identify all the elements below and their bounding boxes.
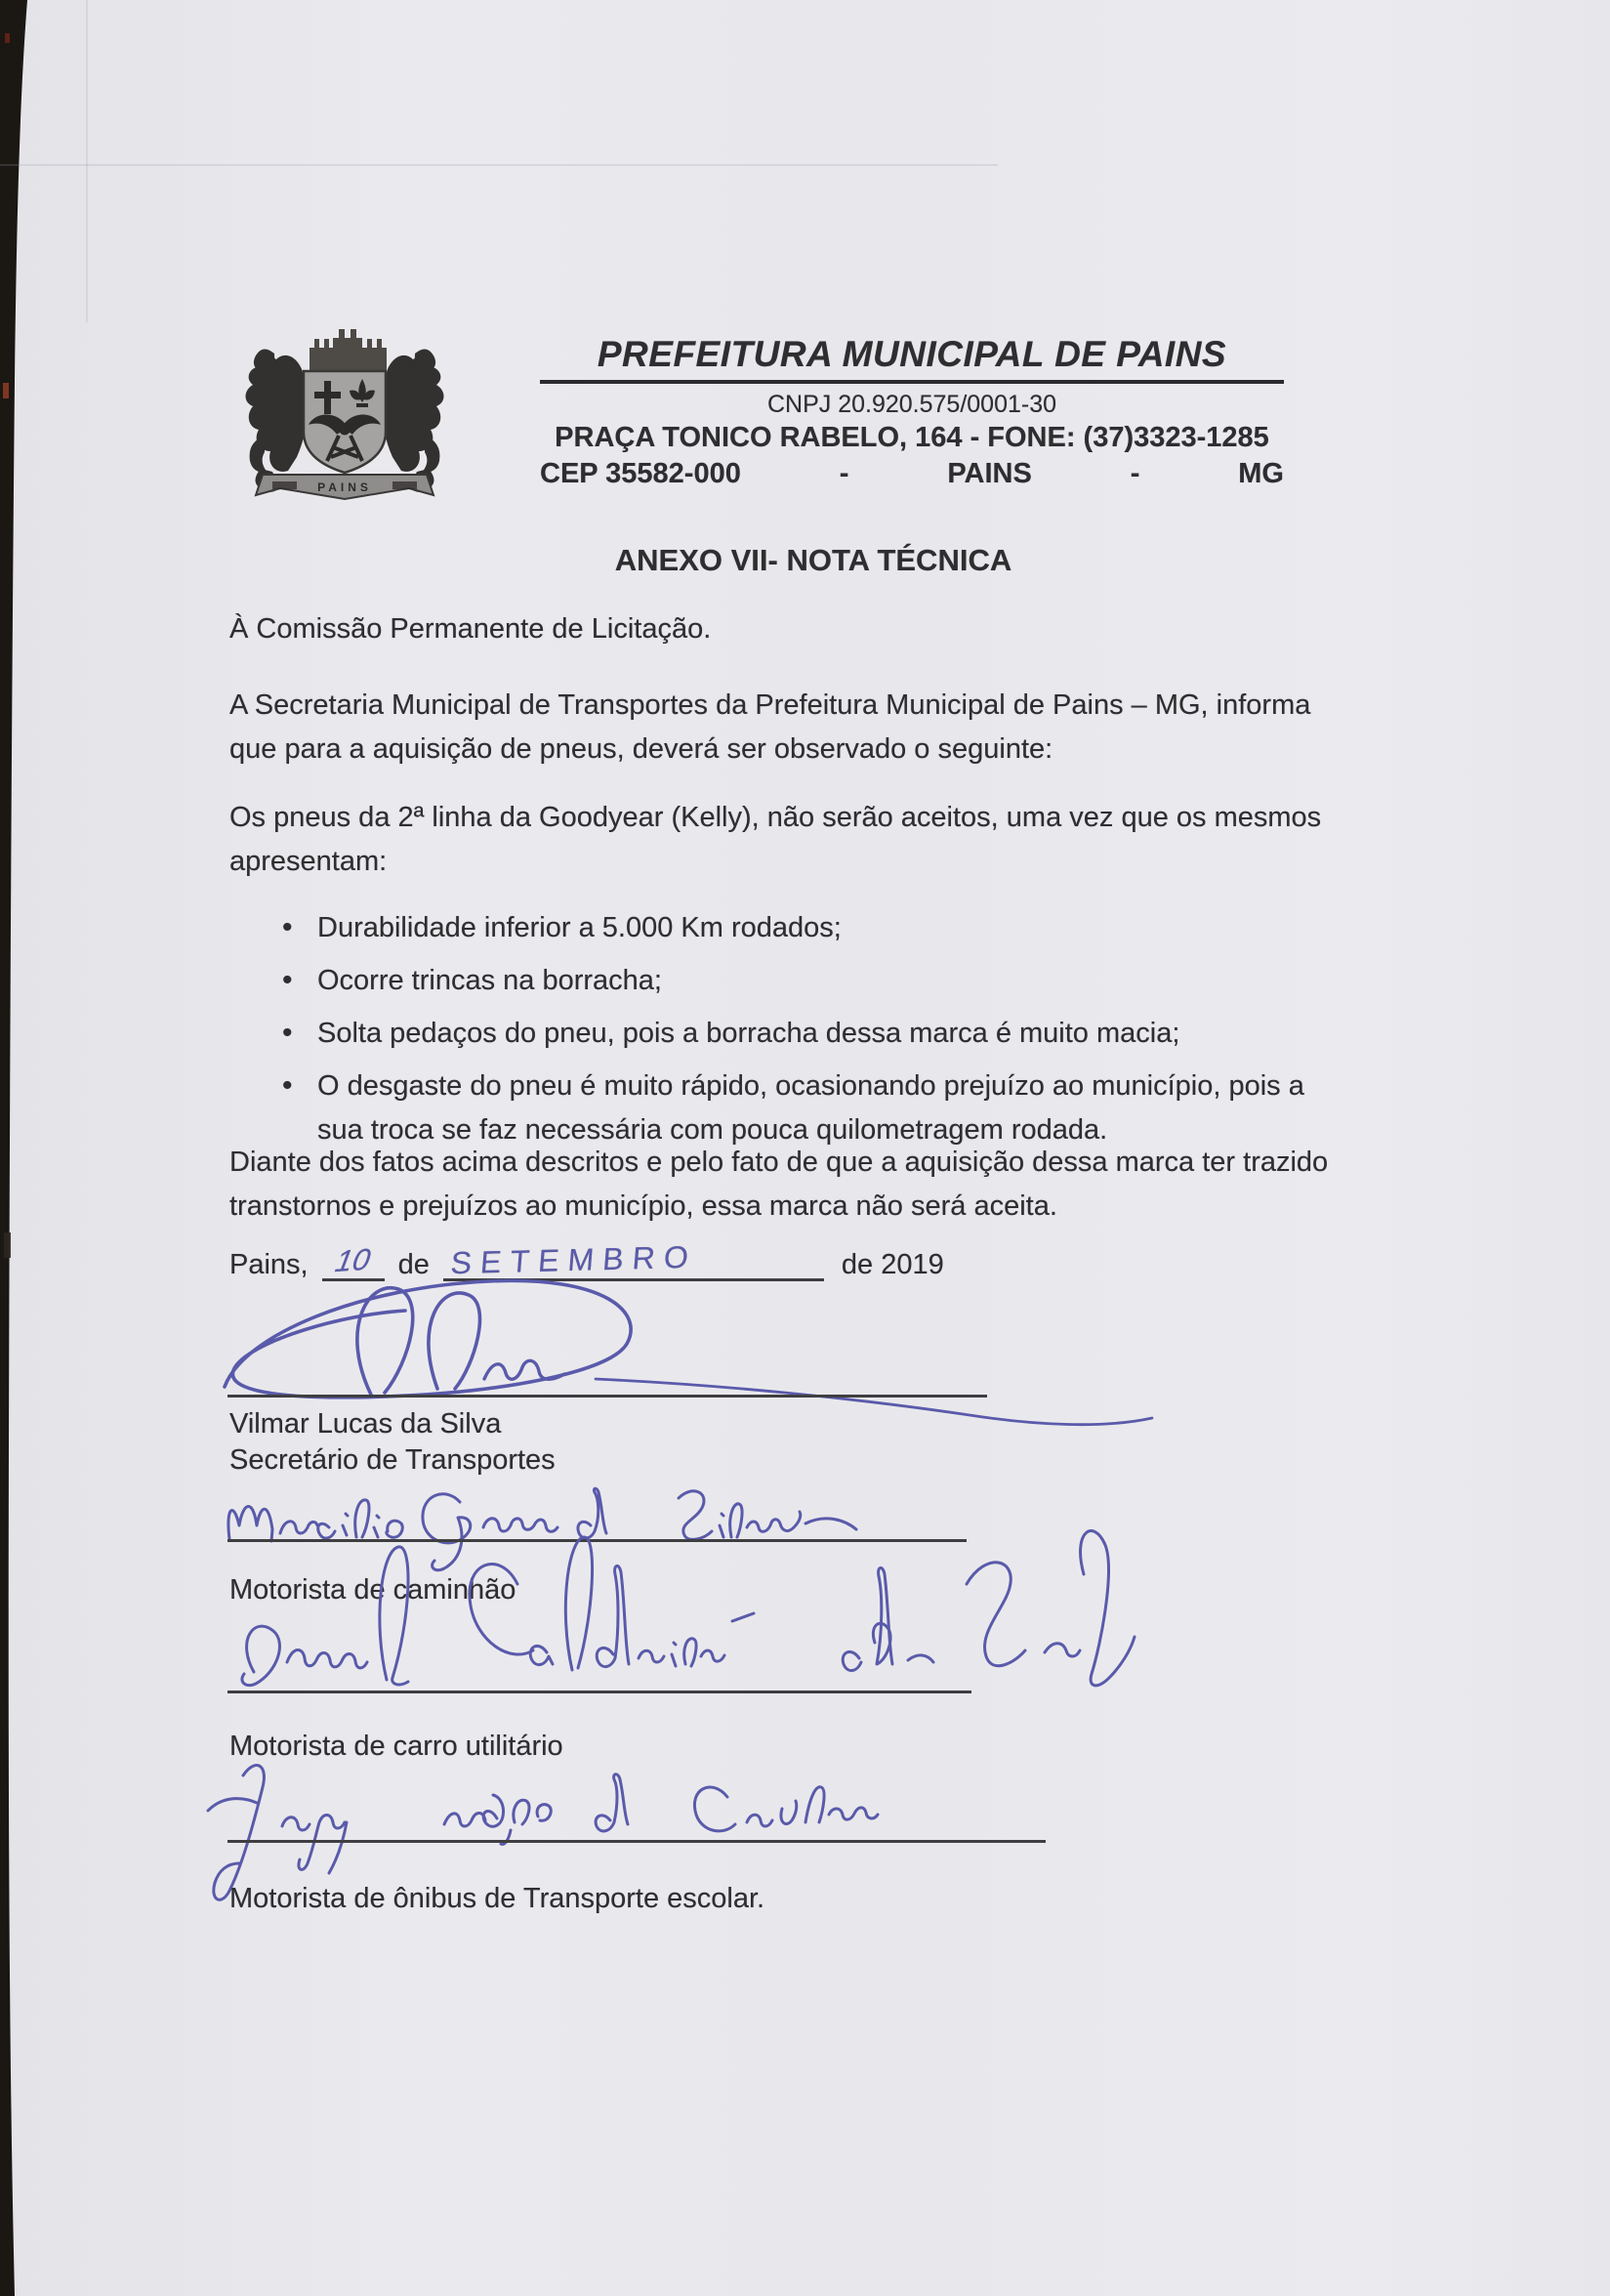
signature-line-4 [227,1840,1046,1843]
separator-dash: - [1130,458,1140,489]
municipal-coat-of-arms [227,320,462,511]
state-abbr: MG [1238,458,1284,489]
city-name: PAINS [947,458,1032,489]
handwritten-month: SETEMBRO [449,1238,699,1281]
paper-crease-vertical [86,0,88,322]
bullet-item: • Durabilidade inferior a 5.000 Km rodados; [280,906,1323,950]
handwritten-day: 10 [333,1241,374,1279]
salutation: À Comissão Permanente de Licitação. [229,613,712,645]
date-year-suffix: de 2019 [841,1249,944,1280]
signer-role: Secretário de Transportes [229,1444,556,1476]
cnpj-line: CNPJ 20.920.575/0001-30 [766,391,1057,418]
bullet-item: • O desgaste do pneu é muito rápido, ocasionando prejuízo ao município, pois a sua troca se faz necessária com pouca quilometragem rodada. [280,1065,1323,1152]
bullet-item: • Ocorre trincas na borracha; [280,959,1323,1003]
scan-edge-artifact [0,0,33,2296]
signature-handwriting-samuel [225,1516,1259,1750]
letterhead [540,334,1284,490]
date-connector: de [397,1249,430,1280]
cep-value: CEP 35582-000 [540,458,741,489]
defect-bullet-list [280,906,1374,1161]
document-title: ANEXO VII- NOTA TÉCNICA [614,543,1012,577]
signature-line-1 [227,1395,987,1398]
signer-name: Vilmar Lucas da Silva [229,1408,502,1440]
paragraph-tires: Os pneus da 2ª linha da Goodyear (Kelly), não serão aceitos, uma vez que os mesmos apresentam: [229,802,1322,877]
banner-right-smudge [392,481,417,489]
date-city-prefix: Pains, [229,1249,309,1280]
signer-role: Motorista de carro utilitário [229,1731,563,1762]
org-name: PREFEITURA MUNICIPAL DE PAINS [540,334,1284,384]
paragraph-closing: Diante dos fatos acima descritos e pelo fato de que a aquisição dessa marca ter trazido transtornos e prejuízos ao município, essa marca não será aceita. [229,1147,1329,1222]
separator-dash: - [839,458,849,489]
banner-left-smudge [272,481,297,489]
crest-banner-text: PAINS [317,480,372,494]
cep-city-state-row [540,458,1284,490]
bullet-item: • Solta pedaços do pneu, pois a borracha dessa marca é muito macia; [280,1012,1323,1056]
address-line: PRAÇA TONICO RABELO, 164 - FONE: (37)3323-1285 [555,422,1269,453]
paragraph-intro: A Secretaria Municipal de Transportes da Prefeitura Municipal de Pains – MG, informa que para a aquisição de pneus, deverá ser observado o seguinte: [229,689,1311,765]
signer-role: Motorista de caminhão [229,1574,516,1606]
paper-fold-crease [0,164,998,166]
signature-line-3 [227,1691,971,1693]
signer-role: Motorista de ônibus de Transporte escolar. [229,1883,765,1914]
